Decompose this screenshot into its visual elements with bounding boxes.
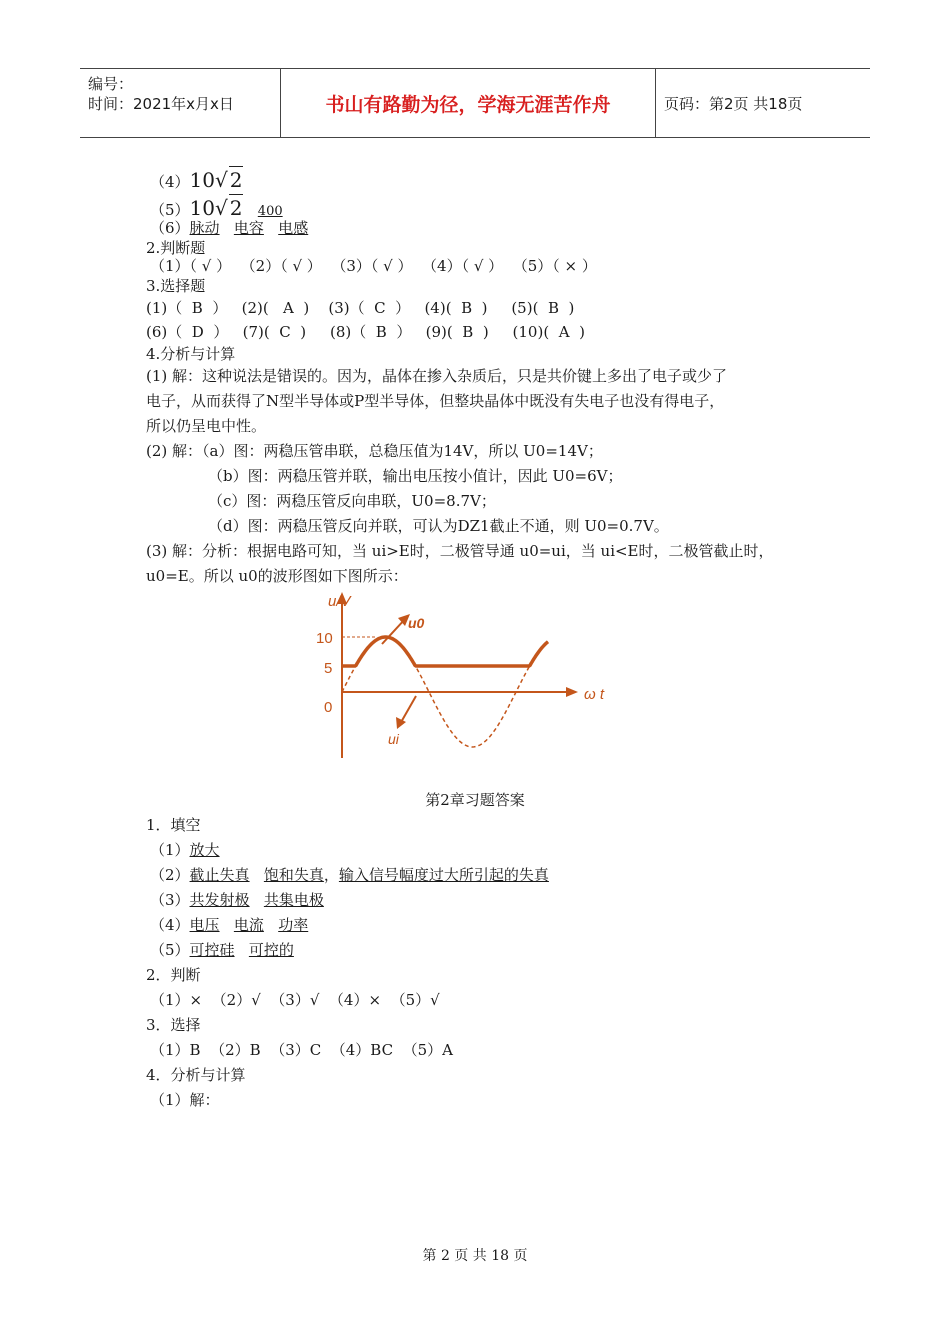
choice-answers-2: (6)（ D ） (7)( C ) (8)（ B ） (9)( B ) (10)( A ) (146, 323, 585, 341)
problem-3-line-2: u0=E。所以 u0的波形图如下图所示： (146, 567, 408, 585)
chapter-2-title: 第2章习题答案 (425, 791, 525, 809)
choice-title: 3.选择题 (146, 277, 206, 295)
u0-output-waveform (342, 637, 548, 666)
ch2-fill-1: （1）放大 (150, 841, 220, 859)
ch2-calc-1: （1）解： (150, 1091, 220, 1109)
judge-title: 2.判断题 (146, 239, 206, 257)
fill-4: （4）10√ 2 (150, 168, 243, 192)
problem-1-line-3: 所以仍呈电中性。 (146, 417, 267, 435)
ch2-choice-answers: （1）B （2）B （3）C （4）BC （5）A (150, 1041, 453, 1059)
tick-10: 10 (316, 630, 333, 647)
ch2-fill-5: （5）可控硅 可控的 (150, 941, 294, 959)
header-page-label: 页码：第2页 共18页 (664, 94, 803, 113)
u0-label: u0 (408, 615, 425, 631)
fill-6: （6）脉动 电容 电感 (150, 219, 309, 237)
ch2-fill-title: 1．填空 (146, 816, 201, 834)
time-label: 时间：2021年x月x日 (88, 95, 234, 113)
ch2-fill-4: （4）电压 电流 功率 (150, 916, 309, 934)
ch2-fill-3: （3）共发射极 共集电极 (150, 891, 324, 909)
ui-pointer (400, 696, 416, 724)
problem-2-c: （c）图：两稳压管反向串联，U0=8.7V； (208, 492, 496, 510)
problem-1-line-2: 电子，从而获得了N型半导体或P型半导体，但整块晶体中既没有失电子也没有得电子， (146, 392, 725, 410)
ch2-fill-2: （2）截止失真 饱和失真，输入信号幅度过大所引起的失真 (150, 866, 549, 884)
header-meta (80, 69, 280, 137)
choice-answers-1: (1)（ B ） (2)( A ) (3)（ C ） (4)( B ) (5)( B ) (146, 299, 575, 317)
ch2-choice-title: 3．选择 (146, 1016, 201, 1034)
ui-pointer-head (396, 717, 406, 729)
calc-title: 4.分析与计算 (146, 345, 236, 363)
page-header (80, 68, 870, 138)
problem-2-b: （b）图：两稳压管并联，输出电压按小值计，因此 U0=6V； (208, 467, 623, 485)
waveform-figure (300, 588, 630, 766)
tick-0: 0 (324, 699, 333, 716)
ch2-calc-title: 4．分析与计算 (146, 1066, 246, 1084)
x-axis-label: ω t (584, 686, 605, 703)
problem-2-d: （d）图：两稳压管反向并联，可认为DZ1截止不通，则 U0=0.7V。 (208, 517, 669, 535)
ui-label: ui (388, 731, 399, 747)
tick-5: 5 (324, 660, 333, 677)
header-motto: 书山有路勤为径，学海无涯苦作舟 (280, 69, 656, 137)
ch2-judge-answers: （1）× （2）√ （3）√ （4）× （5）√ (150, 991, 440, 1009)
judge-answers: （1）（ √ ） （2）（ √ ） （3）（ √ ） （4）（ √ ） （5）（ × ） (150, 257, 597, 275)
x-axis-arrow (566, 687, 578, 697)
number-label: 编号： (88, 75, 134, 93)
ch2-judge-title: 2．判断 (146, 966, 201, 984)
page-footer: 第 2 页 共 18 页 (422, 1248, 528, 1264)
problem-2-a: (2) 解：（a）图：两稳压管串联，总稳压值为14V，所以 U0=14V； (146, 442, 603, 460)
problem-3-line-1: (3) 解：分析：根据电路可知，当 ui>E时，二极管导通 u0=ui，当 ui<E时，二极管截止时， (146, 542, 774, 560)
fill-5: （5）10√ 2 400 (150, 196, 283, 220)
problem-1-line-1: (1) 解：这种说法是错误的。因为，晶体在掺入杂质后，只是共价键上多出了电子或少了 (146, 367, 728, 385)
y-axis-label: u/V (328, 593, 351, 610)
